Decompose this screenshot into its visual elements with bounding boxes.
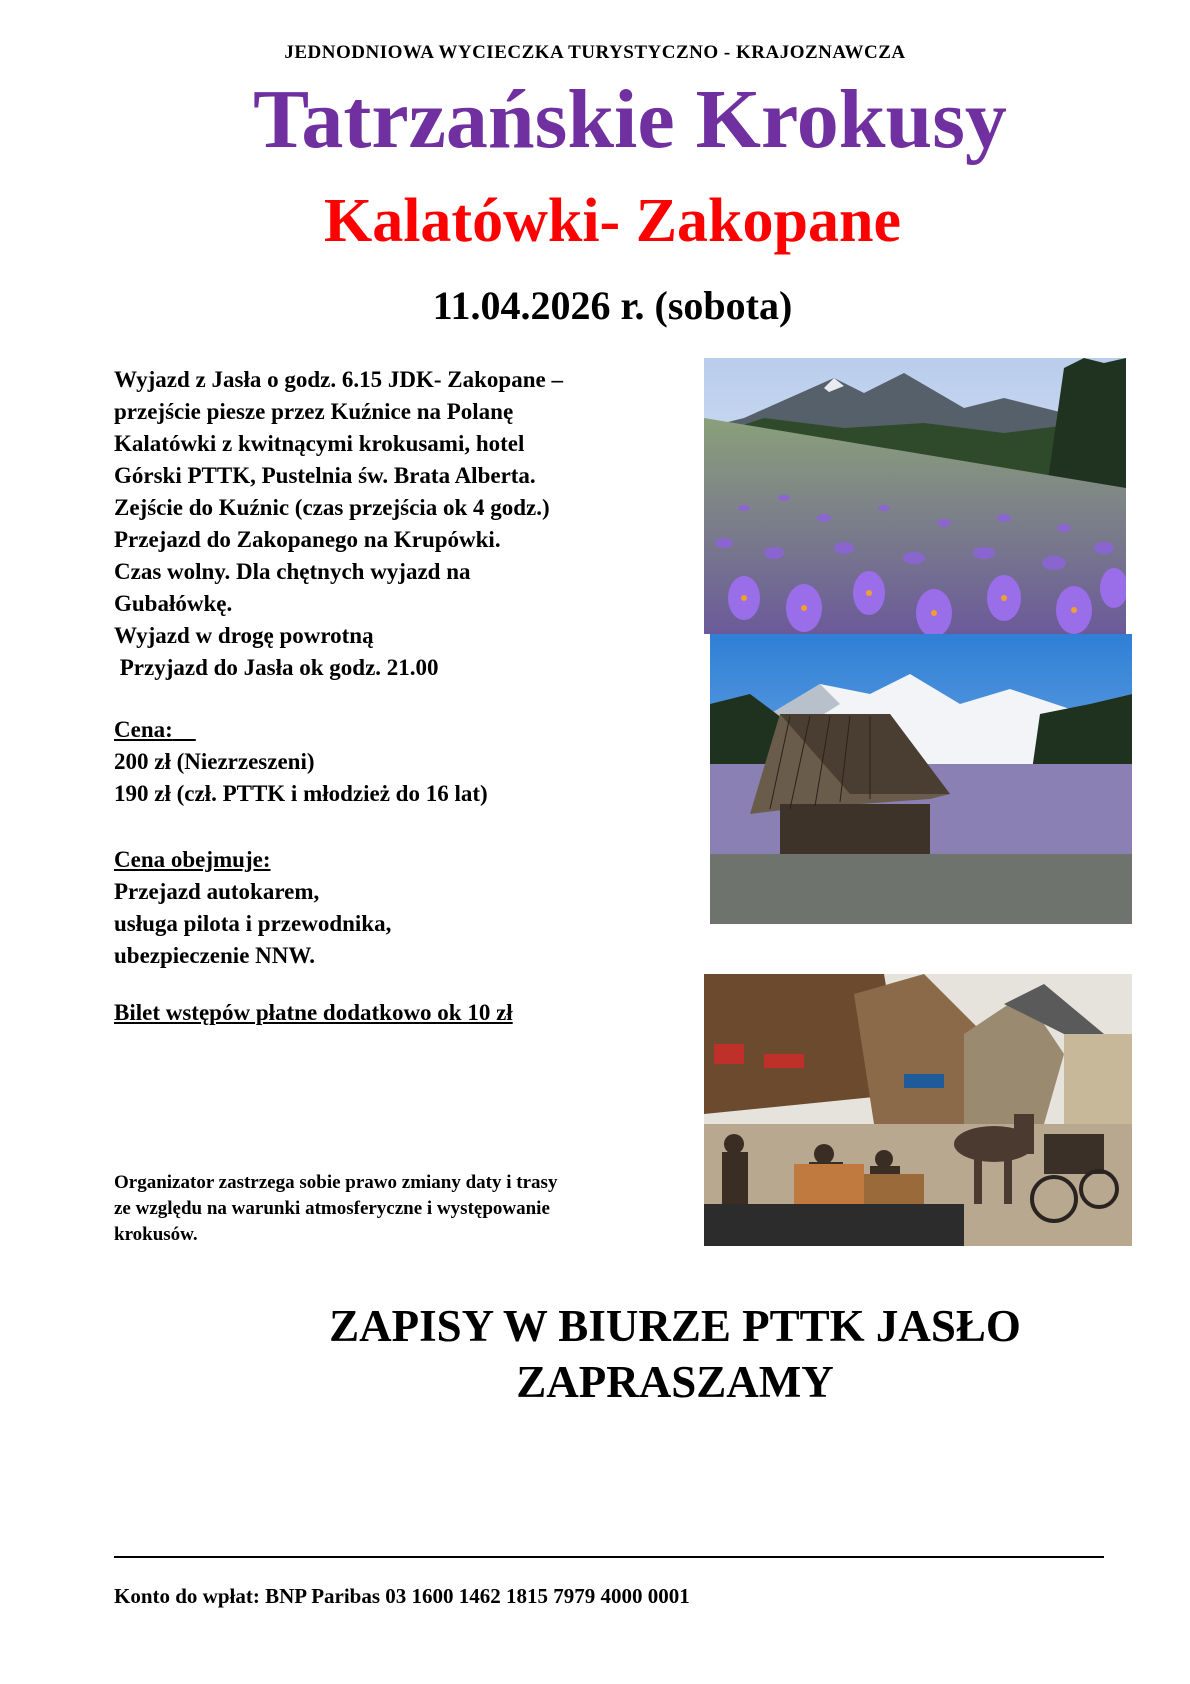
program-line: Przyjazd do Jasła ok godz. 21.00 (114, 655, 439, 680)
price-section (114, 714, 488, 810)
includes-line: Przejazd autokarem, (114, 879, 320, 904)
invite-heading: ZAPRASZAMY (516, 1357, 834, 1407)
bank-account: Konto do wpłat: BNP Paribas 03 1600 1462 1815 7979 4000 0001 (114, 1584, 690, 1608)
ticket-note: Bilet wstępów płatne dodatkowo ok 10 zł (114, 1000, 513, 1025)
includes-line: ubezpieczenie NNW. (114, 943, 316, 968)
crocus-meadow-photo (704, 358, 1126, 634)
price-line: 200 zł (Niezrzeszeni) (114, 749, 315, 774)
trip-date: 11.04.2026 r. (sobota) (432, 283, 793, 328)
signup-heading: ZAPISY W BIURZE PTTK JASŁO (329, 1301, 1021, 1351)
page-subtitle: Kalatówki- Zakopane (323, 187, 902, 255)
includes-section (114, 844, 391, 972)
program-line: Czas wolny. Dla chętnych wyjazd na (114, 559, 471, 584)
program-description (114, 364, 694, 684)
price-heading: Cena: (114, 717, 173, 742)
program-line: Górski PTTK, Pustelnia św. Brata Alberta. (114, 463, 536, 488)
program-line: Wyjazd z Jasła o godz. 6.15 JDK- Zakopane – (114, 367, 563, 392)
program-line: Przejazd do Zakopanego na Krupówki. (114, 527, 501, 552)
disclaimer-line: krokusów. (114, 1224, 198, 1245)
krupowki-street-photo (704, 974, 1132, 1246)
footer-divider (114, 1556, 1104, 1558)
page-title: Tatrzańskie Krokusy (253, 73, 1007, 166)
disclaimer-line: Organizator zastrzega sobie prawo zmiany daty i trasy (114, 1172, 558, 1193)
program-line: przejście piesze przez Kuźnice na Polanę (114, 399, 514, 424)
program-line: Wyjazd w drogę powrotną (114, 623, 374, 648)
organizer-disclaimer (114, 1170, 694, 1248)
kicker-heading: JEDNODNIOWA WYCIECZKA TURYSTYCZNO - KRAJOZNAWCZA (284, 42, 906, 63)
includes-heading: Cena obejmuje: (114, 847, 271, 872)
shepherd-hut-photo (710, 634, 1132, 924)
disclaimer-line: ze względu na warunki atmosferyczne i występowanie (114, 1198, 550, 1219)
includes-line: usługa pilota i przewodnika, (114, 911, 392, 936)
program-line: Kalatówki z kwitnącymi krokusami, hotel (114, 431, 525, 456)
program-line: Zejście do Kuźnic (czas przejścia ok 4 godz.) (114, 495, 550, 520)
price-line: 190 zł (czł. PTTK i młodzież do 16 lat) (114, 781, 488, 806)
program-line: Gubałówkę. (114, 591, 233, 616)
